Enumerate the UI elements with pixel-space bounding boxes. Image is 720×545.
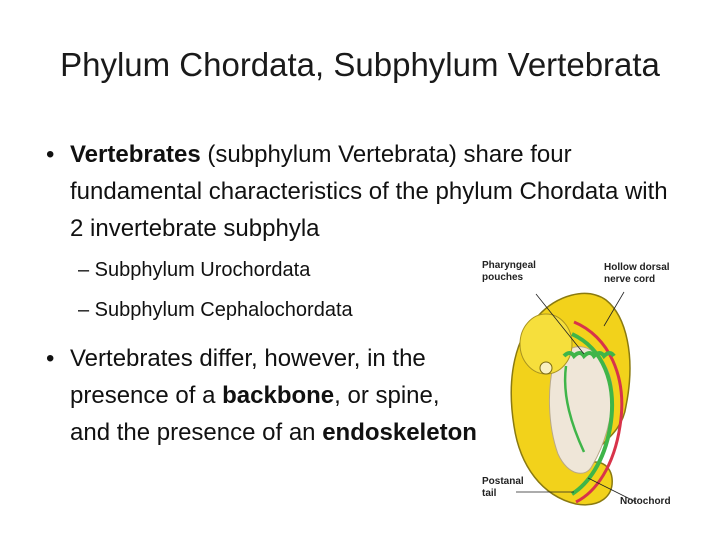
subbullet-cephalochordata: – Subphylum Cephalochordata bbox=[78, 299, 353, 321]
chordate-embryo-figure bbox=[476, 256, 716, 540]
bullet-body-pre: Vertebrates differ, however, in the presence of a bbox=[70, 345, 426, 409]
bullet-marker: • bbox=[46, 141, 55, 168]
embryo-eye bbox=[540, 362, 552, 374]
bullet-text bbox=[46, 136, 686, 247]
label-postanal-tail: Postanal tail bbox=[482, 476, 524, 499]
bullet-text bbox=[46, 340, 486, 451]
subbullet-urochordata: – Subphylum Urochordata bbox=[78, 259, 311, 281]
bullet-vertebrates-share bbox=[46, 136, 686, 247]
bullet-body: (subphylum Vertebrata) share four fundamental characteristics of the phylum Chordata with 2 invertebrate subphyla bbox=[70, 141, 668, 242]
bullet-marker: • bbox=[46, 345, 55, 372]
bullet-body-mid: , or spine, and the presence of an bbox=[70, 382, 440, 446]
label-notochord: Notochord bbox=[620, 496, 671, 507]
bullet-vertebrates-differ bbox=[46, 340, 486, 451]
term-vertebrates: Vertebrates bbox=[70, 141, 201, 168]
slide-title: Phylum Chordata, Subphylum Vertebrata bbox=[60, 46, 660, 83]
label-pharyngeal-pouches: Pharyngeal pouches bbox=[482, 260, 536, 283]
label-hollow-dorsal-nerve-cord: Hollow dorsal nerve cord bbox=[604, 262, 670, 285]
term-endoskeleton: endoskeleton bbox=[322, 419, 477, 446]
term-backbone: backbone bbox=[222, 382, 335, 409]
